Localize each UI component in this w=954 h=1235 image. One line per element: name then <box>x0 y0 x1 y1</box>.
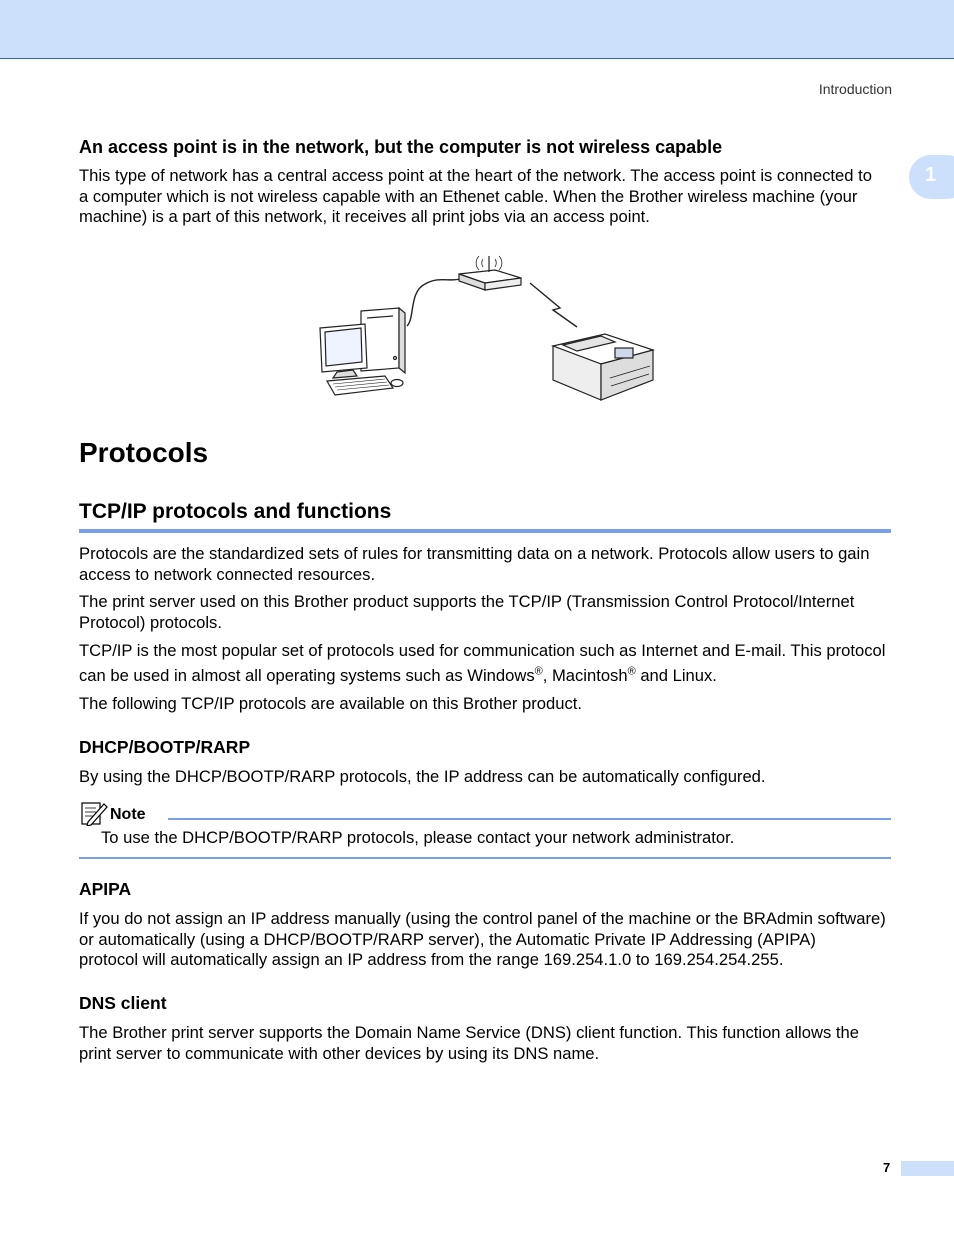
page-footer-bar <box>901 1161 954 1176</box>
text-run: can be used in almost all operating systems such as Windows <box>79 665 535 685</box>
dhcp-heading-block <box>79 737 891 758</box>
dhcp-paragraph <box>79 767 891 788</box>
note-label: Note <box>110 806 146 823</box>
tcpip-paragraph-1 <box>79 544 891 585</box>
access-point-icon <box>459 256 521 290</box>
paragraph-line: If you do not assign an IP address manually (using the control panel of the machine or the BRAdmin software) <box>79 909 886 928</box>
printer-icon <box>553 334 653 400</box>
paragraph-line: access to network connected resources. <box>79 564 376 584</box>
paragraph-line: This type of network has a central access point at the heart of the network. The access point is connected to <box>79 166 872 185</box>
note-text: To use the DHCP/BOOTP/RARP protocols, please contact your network administrator. <box>101 828 735 847</box>
paragraph-line: Protocols are the standardized sets of rules for transmitting data on a network. Protocols allow users to gain <box>79 544 870 563</box>
paragraph-line: TCP/IP is the most popular set of protocols used for communication such as Internet and E-mail. This protocol <box>79 641 886 660</box>
dns-heading-block <box>79 993 891 1014</box>
apipa-heading-block <box>79 879 891 900</box>
ethernet-cable <box>407 279 460 326</box>
access-point-paragraph <box>79 166 891 228</box>
chapter-tab <box>909 155 954 199</box>
tcpip-paragraph-4 <box>79 694 891 715</box>
desktop-computer-icon <box>320 308 405 395</box>
tcpip-heading-block <box>79 500 891 524</box>
registered-mark: ® <box>534 664 543 677</box>
paragraph-line: The print server used on this Brother product supports the TCP/IP (Transmission Control Protocol/Internet <box>79 592 855 611</box>
wireless-signal-icon <box>530 283 577 327</box>
tcpip-paragraph-2 <box>79 592 891 633</box>
apipa-paragraph <box>79 909 891 971</box>
note-bottom-rule <box>79 857 891 859</box>
protocols-title-block <box>79 437 891 469</box>
page-number: 7 <box>883 1160 891 1175</box>
subsection-heading: DNS client <box>79 993 167 1013</box>
note-pencil-icon <box>80 800 108 826</box>
subsection-heading: DHCP/BOOTP/RARP <box>79 737 251 757</box>
subsection-heading: APIPA <box>79 879 132 899</box>
page-title: Protocols <box>79 437 209 468</box>
paragraph-line: The Brother print server supports the Domain Name Service (DNS) client function. This function allows the <box>79 1023 859 1042</box>
paragraph-line: print server to communicate with other devices by using its DNS name. <box>79 1043 600 1063</box>
paragraph-line: a computer which is not wireless capable with an Ethenet cable. When the Brother wireless machine (your <box>79 186 858 206</box>
paragraph-line: By using the DHCP/BOOTP/RARP protocols, the IP address can be automatically configured. <box>79 767 766 786</box>
note-body <box>101 828 891 849</box>
text-run: and Linux. <box>635 665 717 685</box>
section-heading: TCP/IP protocols and functions <box>79 500 392 523</box>
paragraph-line: Protocol) protocols. <box>79 612 222 632</box>
paragraph-line: or automatically (using a DHCP/BOOTP/RARP server), the Automatic Private IP Addressing (APIPA) <box>79 929 816 949</box>
paragraph-line <box>79 666 891 687</box>
network-illustration <box>315 248 660 403</box>
paragraph-line: The following TCP/IP protocols are available on this Brother product. <box>79 694 582 713</box>
paragraph-line: machine) is a part of this network, it receives all print jobs via an access point. <box>79 207 650 226</box>
access-point-section <box>79 137 891 158</box>
tcpip-paragraph-3 <box>79 641 891 686</box>
page-header-band <box>0 0 954 59</box>
paragraph-line: protocol will automatically assign an IP address from the range 169.254.1.0 to 169.254.254.255. <box>79 950 784 969</box>
dns-paragraph <box>79 1023 891 1064</box>
section-heading-rule <box>79 529 891 533</box>
registered-mark: ® <box>627 664 636 677</box>
access-point-heading: An access point is in the network, but the computer is not wireless capable <box>79 137 723 157</box>
text-run: , Macintosh <box>542 665 628 685</box>
running-title: Introduction <box>818 81 892 97</box>
chapter-number: 1 <box>925 164 937 186</box>
note-top-rule <box>168 818 891 820</box>
